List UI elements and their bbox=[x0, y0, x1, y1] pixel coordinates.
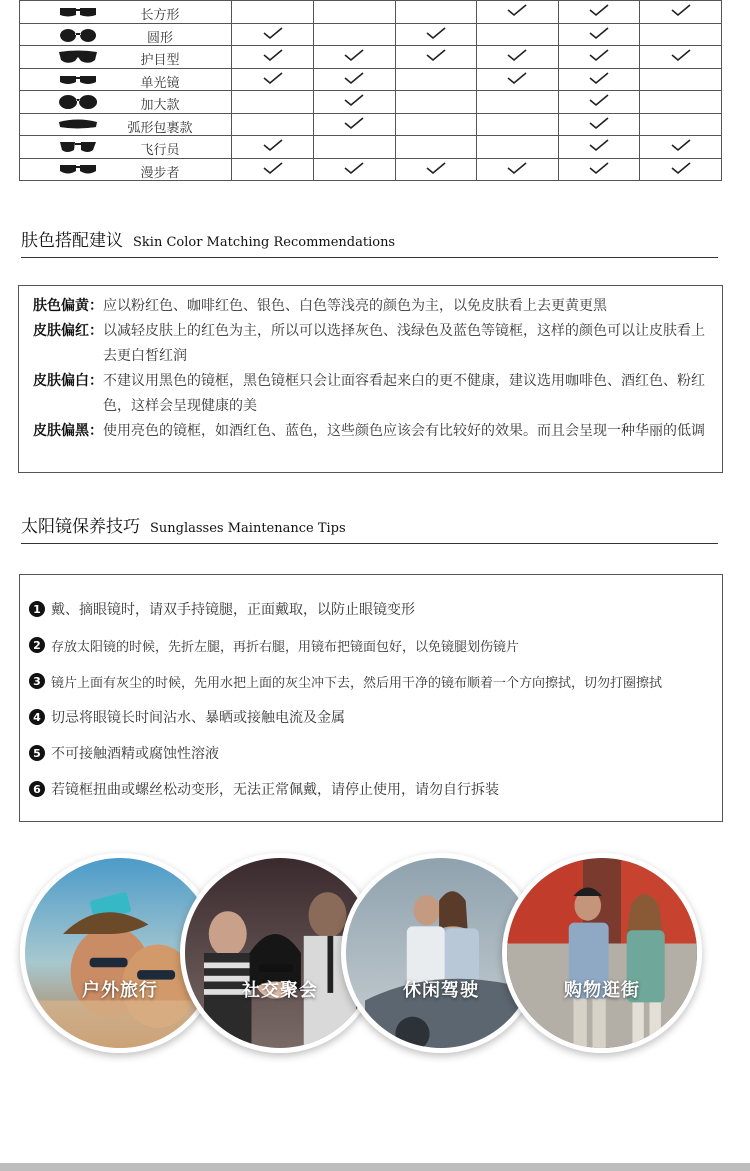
shape-check-cell bbox=[558, 68, 640, 91]
shape-table-row bbox=[20, 113, 722, 136]
shape-check-cell bbox=[640, 46, 722, 69]
shape-check-cell bbox=[395, 68, 477, 91]
shape-check-cell bbox=[640, 1, 722, 24]
checkmark-icon bbox=[344, 161, 364, 175]
shape-check-cell bbox=[477, 68, 559, 91]
checkmark-icon bbox=[344, 116, 364, 130]
shape-name-label: 弧形包裹款 bbox=[127, 120, 193, 136]
shape-name-cell bbox=[20, 158, 232, 181]
skin-advice-box bbox=[18, 285, 723, 473]
shape-check-cell bbox=[477, 158, 559, 181]
shape-check-cell bbox=[640, 136, 722, 159]
shape-name-label: 加大款 bbox=[140, 98, 180, 113]
checkmark-icon bbox=[263, 71, 283, 85]
shape-check-cell bbox=[640, 68, 722, 91]
shape-name-label: 长方形 bbox=[140, 8, 180, 23]
shape-table-row bbox=[20, 91, 722, 114]
shape-check-cell bbox=[232, 46, 314, 69]
scene-label: 购物逛街 bbox=[564, 980, 640, 1001]
shape-check-cell bbox=[314, 23, 396, 46]
skin-item-red bbox=[33, 319, 710, 369]
tip-text: 若镜框扭曲或螺丝松动变形，无法正常佩戴，请停止使用，请勿自行拆装 bbox=[51, 782, 499, 798]
shape-check-cell bbox=[232, 91, 314, 114]
care-tips-box bbox=[19, 574, 723, 822]
shape-check-cell bbox=[314, 158, 396, 181]
sunglasses-icon bbox=[58, 50, 98, 64]
shape-table-row bbox=[20, 1, 722, 24]
checkmark-icon bbox=[263, 138, 283, 152]
care-tip bbox=[29, 699, 722, 735]
checkmark-icon bbox=[426, 161, 446, 175]
skin-section-heading bbox=[21, 226, 718, 258]
care-section-heading bbox=[21, 512, 718, 544]
shape-check-cell bbox=[314, 46, 396, 69]
care-tip bbox=[29, 591, 722, 627]
sunglasses-icon bbox=[58, 95, 98, 109]
checkmark-icon bbox=[507, 71, 527, 85]
checkmark-icon bbox=[263, 48, 283, 62]
shape-check-cell bbox=[232, 136, 314, 159]
skin-item-white bbox=[33, 369, 710, 419]
shape-name-label: 圆形 bbox=[146, 30, 173, 46]
sunglasses-icon bbox=[58, 28, 98, 42]
shape-name-cell bbox=[20, 46, 232, 69]
checkmark-icon bbox=[589, 26, 609, 40]
shape-check-cell bbox=[558, 136, 640, 159]
checkmark-icon bbox=[671, 48, 691, 62]
shopping-photo-icon bbox=[507, 858, 697, 1048]
care-title-en: Sunglasses Maintenance Tips bbox=[150, 521, 346, 536]
checkmark-icon bbox=[671, 138, 691, 152]
skin-item-text: 应以粉红色、咖啡红色、银色、白色等浅亮的颜色为主，以免皮肤看上去更黄更黑 bbox=[103, 298, 607, 314]
frame-shape-table bbox=[19, 0, 722, 181]
skin-item-dark bbox=[33, 419, 710, 444]
tip-number-badge: 5 bbox=[29, 745, 45, 761]
shape-check-cell bbox=[314, 113, 396, 136]
shape-name-cell bbox=[20, 113, 232, 136]
shape-table-row bbox=[20, 68, 722, 91]
shape-check-cell bbox=[395, 91, 477, 114]
sunglasses-icon bbox=[58, 163, 98, 177]
tip-text: 切忌将眼镜长时间沾水、暴晒或接触电流及金属 bbox=[51, 710, 345, 726]
shape-table-row bbox=[20, 46, 722, 69]
shape-check-cell bbox=[314, 68, 396, 91]
shape-check-cell bbox=[558, 91, 640, 114]
checkmark-icon bbox=[671, 3, 691, 17]
shape-check-cell bbox=[395, 46, 477, 69]
shape-check-cell bbox=[395, 158, 477, 181]
skin-item-text: 使用亮色的镜框，如酒红色、蓝色，这些颜色应该会有比较好的效果。而且会呈现一种华丽的低调 bbox=[103, 423, 705, 439]
shape-check-cell bbox=[558, 158, 640, 181]
checkmark-icon bbox=[589, 3, 609, 17]
scene-shopping bbox=[502, 853, 702, 1053]
checkmark-icon bbox=[507, 3, 527, 17]
shape-name-cell bbox=[20, 1, 232, 24]
checkmark-icon bbox=[263, 26, 283, 40]
shape-check-cell bbox=[232, 23, 314, 46]
shape-check-cell bbox=[232, 1, 314, 24]
checkmark-icon bbox=[589, 71, 609, 85]
shape-name-label: 护目型 bbox=[140, 53, 180, 68]
shape-check-cell bbox=[232, 68, 314, 91]
skin-item-text: 不建议用黑色的镜框，黑色镜框只会让面容看起来白的更不健康，建议选用咖啡色、酒红色、粉红色，这样会呈现健康的美 bbox=[103, 373, 705, 414]
care-tip bbox=[29, 627, 722, 663]
sunglasses-icon bbox=[58, 118, 98, 132]
checkmark-icon bbox=[507, 48, 527, 62]
skin-item-key: 皮肤偏黑： bbox=[33, 423, 103, 439]
shape-check-cell bbox=[640, 113, 722, 136]
bottom-divider-bar bbox=[0, 1163, 750, 1171]
shape-check-cell bbox=[558, 113, 640, 136]
care-title-zh: 太阳镜保养技巧 bbox=[21, 517, 140, 537]
shape-check-cell bbox=[477, 91, 559, 114]
care-tip bbox=[29, 663, 722, 699]
tip-text: 镜片上面有灰尘的时候，先用水把上面的灰尘冲下去，然后用干净的镜布顺着一个方向擦拭，切勿打圈擦拭 bbox=[51, 675, 663, 691]
tip-number-badge: 1 bbox=[29, 601, 45, 617]
skin-item-text: 以减轻皮肤上的红色为主，所以可以选择灰色、浅绿色及蓝色等镜框，这样的颜色可以让皮肤看上去更白皙红润 bbox=[103, 323, 705, 364]
tip-text: 存放太阳镜的时候，先折左腿，再折右腿，用镜布把镜面包好，以免镜腿划伤镜片 bbox=[51, 639, 520, 655]
shape-check-cell bbox=[640, 158, 722, 181]
checkmark-icon bbox=[507, 161, 527, 175]
shape-check-cell bbox=[232, 113, 314, 136]
shape-check-cell bbox=[314, 136, 396, 159]
shape-table-row bbox=[20, 23, 722, 46]
sunglasses-icon bbox=[58, 140, 98, 154]
shape-check-cell bbox=[477, 46, 559, 69]
sunglasses-icon bbox=[58, 73, 98, 87]
shape-name-label: 漫步者 bbox=[140, 165, 180, 181]
skin-item-yellow bbox=[33, 294, 710, 319]
checkmark-icon bbox=[344, 71, 364, 85]
checkmark-icon bbox=[589, 161, 609, 175]
skin-item-key: 皮肤偏白： bbox=[33, 373, 103, 389]
tip-text: 戴、摘眼镜时，请双手持镜腿，正面戴取，以防止眼镜变形 bbox=[51, 602, 415, 618]
shape-check-cell bbox=[640, 23, 722, 46]
checkmark-icon bbox=[589, 116, 609, 130]
shape-check-cell bbox=[477, 23, 559, 46]
checkmark-icon bbox=[589, 48, 609, 62]
skin-title-zh: 肤色搭配建议 bbox=[21, 231, 123, 251]
shape-table-row bbox=[20, 136, 722, 159]
checkmark-icon bbox=[344, 48, 364, 62]
tip-number-badge: 3 bbox=[29, 673, 45, 689]
shape-name-cell bbox=[20, 136, 232, 159]
sunglasses-icon bbox=[58, 5, 98, 19]
care-tip bbox=[29, 735, 722, 771]
shape-check-cell bbox=[477, 136, 559, 159]
shape-name-cell bbox=[20, 91, 232, 114]
scene-label: 户外旅行 bbox=[82, 980, 158, 1001]
shape-check-cell bbox=[395, 113, 477, 136]
shape-check-cell bbox=[232, 158, 314, 181]
checkmark-icon bbox=[589, 138, 609, 152]
shape-table-row bbox=[20, 158, 722, 181]
shape-check-cell bbox=[477, 113, 559, 136]
checkmark-icon bbox=[589, 93, 609, 107]
shape-check-cell bbox=[640, 91, 722, 114]
shape-check-cell bbox=[314, 91, 396, 114]
skin-title-en: Skin Color Matching Recommendations bbox=[133, 235, 396, 250]
scene-label: 休闲驾驶 bbox=[403, 980, 479, 1001]
shape-check-cell bbox=[395, 1, 477, 24]
checkmark-icon bbox=[426, 48, 446, 62]
tip-number-badge: 4 bbox=[29, 709, 45, 725]
shape-name-label: 飞行员 bbox=[140, 143, 180, 158]
skin-item-key: 肤色偏黄： bbox=[33, 298, 103, 314]
checkmark-icon bbox=[426, 26, 446, 40]
shape-check-cell bbox=[314, 1, 396, 24]
scene-label: 社交聚会 bbox=[242, 980, 318, 1001]
shape-name-cell bbox=[20, 23, 232, 46]
skin-item-key: 皮肤偏红： bbox=[33, 323, 103, 339]
checkmark-icon bbox=[671, 161, 691, 175]
care-tip bbox=[29, 771, 722, 807]
shape-check-cell bbox=[477, 1, 559, 24]
shape-check-cell bbox=[558, 46, 640, 69]
checkmark-icon bbox=[263, 161, 283, 175]
shape-check-cell bbox=[558, 23, 640, 46]
checkmark-icon bbox=[344, 93, 364, 107]
shape-check-cell bbox=[395, 136, 477, 159]
tip-text: 不可接触酒精或腐蚀性溶液 bbox=[51, 746, 219, 762]
shape-check-cell bbox=[558, 1, 640, 24]
shape-name-label: 单光镜 bbox=[140, 75, 180, 91]
tip-number-badge: 6 bbox=[29, 781, 45, 797]
shape-name-cell bbox=[20, 68, 232, 91]
tip-number-badge: 2 bbox=[29, 637, 45, 653]
shape-check-cell bbox=[395, 23, 477, 46]
